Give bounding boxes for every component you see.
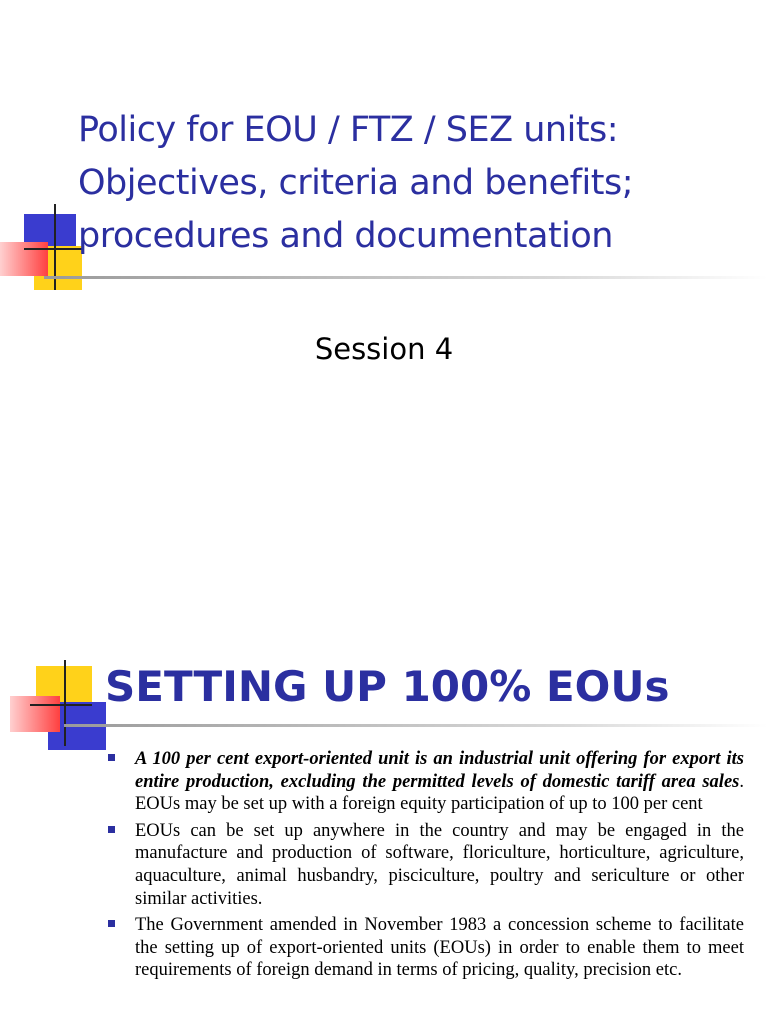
bullet-text: EOUs can be set up anywhere in the country and may be engaged in the manufacture and production of software, floriculture, horticulture, agriculture, aquaculture, animal husbandry, pisciculture, poultry and sericulture or other similar activities.	[135, 820, 744, 909]
bullet-item	[106, 820, 744, 910]
bullet-item	[106, 748, 744, 816]
slide-2	[0, 620, 768, 1024]
square-bullet-icon	[108, 826, 115, 833]
bullet-text: The Government amended in November 1983 a concession scheme to facilitate the setting up of export-oriented units (EOUs) in order to enable them to meet requirements of foreign demand in terms of pricing, quality, precision etc.	[135, 915, 744, 981]
slide-1-title	[78, 104, 748, 263]
bullet-list	[106, 748, 744, 986]
slide-1-subtitle: Session 4	[314, 332, 454, 366]
bullet-item	[106, 914, 744, 982]
title-line: procedures and documentation	[78, 216, 613, 256]
title-divider	[64, 724, 768, 727]
title-divider	[44, 276, 768, 279]
bullet-text: . EOUs may be set up with a foreign equity participation of up to 100 per cent	[135, 771, 744, 815]
title-line: Objectives, criteria and benefits;	[78, 163, 633, 203]
slide-2-title: SETTING UP 100% EOUs	[105, 662, 670, 711]
square-bullet-icon	[108, 920, 115, 927]
bullet-emphasis: A 100 per cent export-oriented unit is an industrial unit offering for export its entire production, excluding the permitted levels of domestic tariff area sales	[135, 749, 744, 792]
title-line: Policy for EOU / FTZ / SEZ units:	[78, 110, 619, 150]
square-bullet-icon	[108, 754, 115, 761]
